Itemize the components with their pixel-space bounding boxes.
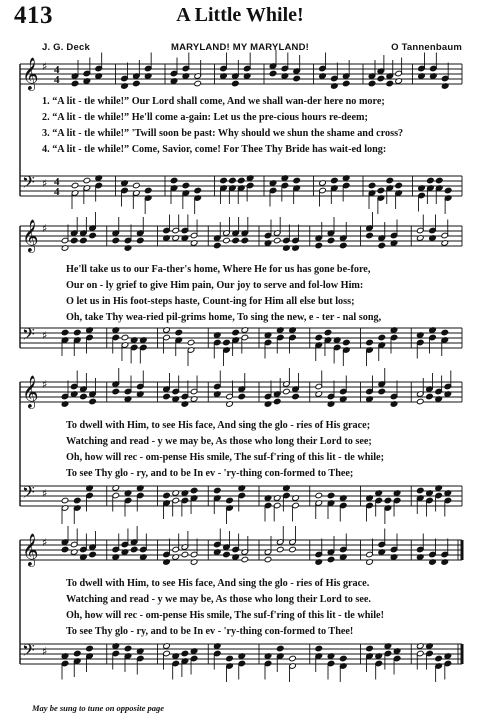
treble-staff — [20, 212, 462, 253]
hymn-number: 413 — [14, 2, 53, 29]
notehead — [175, 329, 183, 336]
notehead — [386, 80, 394, 87]
verse-line: To see Thy glo - ry, and to be In ev - 'ry-thing con-formed to Thee; — [66, 468, 354, 479]
notehead — [264, 556, 272, 563]
verse-line: Watching and read - y we may be, As those who long their Lord to see. — [66, 594, 371, 605]
notehead — [223, 237, 231, 244]
notehead — [121, 334, 129, 341]
notehead — [232, 80, 240, 87]
notehead — [73, 650, 81, 657]
verse-line: 4. “A lit - tle while!” Come, Savior, come! For Thee Thy Bride has wait-ed long: — [42, 144, 387, 155]
notehead — [80, 393, 88, 400]
time-signature-bottom: 4 — [54, 186, 60, 198]
notehead — [368, 80, 376, 87]
verse-line: Oh, how will rec - om-pense His smile, The suf-f'ring of this lit - tle while! — [66, 610, 384, 621]
time-signature-top: 4 — [54, 64, 60, 76]
notehead — [289, 655, 297, 662]
verse-line: Watching and read - y we may be, As those who long their Lord to see; — [66, 436, 372, 447]
notehead — [170, 177, 178, 184]
notehead — [226, 497, 234, 504]
hymn-title: A Little While! — [176, 4, 304, 26]
notehead — [427, 177, 435, 184]
notehead — [232, 237, 240, 244]
sharp-icon: ♯ — [42, 536, 48, 549]
notehead — [435, 177, 443, 184]
notehead — [289, 546, 297, 553]
notehead — [61, 497, 69, 504]
notehead — [269, 70, 277, 77]
bass-clef-icon: 𝄢 — [22, 172, 35, 196]
notehead — [366, 339, 374, 346]
notehead — [377, 75, 385, 82]
notehead — [61, 329, 69, 336]
notehead — [86, 645, 94, 652]
notehead — [130, 546, 138, 553]
notehead — [71, 182, 79, 189]
notehead — [343, 339, 351, 346]
notehead — [283, 388, 291, 395]
notehead — [273, 398, 281, 405]
notehead — [89, 398, 97, 405]
notehead — [292, 393, 300, 400]
treble-staff — [20, 526, 462, 567]
notehead — [276, 645, 284, 652]
notehead — [327, 492, 335, 499]
notehead — [315, 492, 323, 499]
notehead — [339, 655, 347, 662]
sharp-icon: ♯ — [42, 222, 48, 235]
notehead — [293, 177, 301, 184]
notehead — [416, 487, 424, 494]
notehead — [213, 242, 221, 249]
notehead — [444, 187, 452, 194]
notehead — [241, 237, 249, 244]
notehead — [220, 177, 228, 184]
verse-line: 2. “A lit - tle while!” He'll come a-gain: Let us the pre-cious hours re-deem; — [42, 112, 368, 123]
notehead — [237, 177, 245, 184]
notehead — [327, 237, 335, 244]
notehead — [435, 655, 443, 662]
treble-staff — [20, 368, 462, 409]
verse-line: Oh, take Thy wea-ried pil-grims home, To sing the new, e - ter - nal song, — [66, 312, 382, 323]
notehead — [124, 645, 132, 652]
notehead — [187, 339, 195, 346]
notehead — [378, 242, 386, 249]
bass-staff — [20, 324, 462, 366]
notehead — [378, 334, 386, 341]
verse-line: He'll take us to our Fa-ther's home, Where He for us has gone be-fore, — [66, 264, 371, 275]
notehead — [384, 497, 392, 504]
notehead — [112, 237, 120, 244]
notehead — [70, 237, 78, 244]
notehead — [194, 187, 202, 194]
notehead — [395, 182, 403, 189]
notehead — [315, 242, 323, 249]
notehead — [182, 182, 190, 189]
verse-line: To see Thy glo - ry, and to be In ev - 'ry-thing con-formed to Thee! — [66, 626, 354, 637]
footer-note: May be sung to tune on opposite page — [32, 703, 164, 713]
verse-line: Our on - ly grief to give Him pain, Our joy to serve and fol-low Him: — [66, 280, 364, 291]
notehead — [342, 80, 350, 87]
verse-line: To dwell with Him, to see His face, And sing the glo - ries of His grace; — [66, 420, 371, 431]
notehead — [223, 339, 231, 346]
treble-clef-icon: 𝄞 — [22, 533, 39, 566]
time-signature-top: 4 — [54, 176, 60, 188]
sharp-icon: ♯ — [42, 378, 48, 391]
treble-clef-icon: 𝄞 — [22, 57, 39, 90]
sharp-icon: ♯ — [42, 645, 48, 658]
notehead — [89, 551, 97, 558]
notehead — [223, 551, 231, 558]
notehead — [378, 388, 386, 395]
bass-clef-icon: 𝄢 — [22, 482, 35, 506]
notehead — [83, 177, 91, 184]
bass-clef-icon: 𝄢 — [22, 640, 35, 664]
notehead — [324, 329, 332, 336]
sharp-icon: ♯ — [42, 60, 48, 73]
notehead — [133, 182, 141, 189]
verse-line: Oh, how will rec - om-pense His smile, The suf-f'ring of this lit - tle while; — [66, 452, 384, 463]
notehead — [368, 182, 376, 189]
notehead — [73, 497, 81, 504]
notehead — [377, 187, 385, 194]
notehead — [181, 650, 189, 657]
notehead — [80, 237, 88, 244]
bass-staff — [20, 172, 462, 214]
notehead — [71, 80, 79, 87]
notehead — [293, 75, 301, 82]
time-signature-bottom: 4 — [54, 74, 60, 86]
treble-staff — [20, 50, 462, 91]
verse-line: 3. “A lit - tle while!” 'Twill soon be past: Why should we shun the shame and cross? — [42, 128, 404, 139]
notehead — [190, 487, 198, 494]
notehead — [226, 655, 234, 662]
sharp-icon: ♯ — [42, 487, 48, 500]
notehead — [386, 177, 394, 184]
author-credit: J. G. Deck — [42, 42, 90, 53]
notehead — [229, 177, 237, 184]
notehead — [73, 329, 81, 336]
notehead — [136, 237, 144, 244]
tune-source: O Tannenbaum — [391, 42, 462, 53]
notehead — [315, 645, 323, 652]
notehead — [238, 393, 246, 400]
notehead — [89, 232, 97, 239]
notehead — [61, 546, 69, 553]
verse-line: 1. “A lit - tle while!” Our Lord shall come, And we shall wan-der here no more; — [42, 96, 385, 107]
notehead — [181, 551, 189, 558]
verse-line: To dwell with Him, to see His face, And sing the glo - ries of His grace. — [66, 578, 370, 589]
bass-staff — [20, 640, 462, 682]
notehead — [416, 398, 424, 405]
tune-name: MARYLAND! MY MARYLAND! — [170, 42, 310, 53]
notehead — [366, 645, 374, 652]
sharp-icon: ♯ — [42, 177, 48, 190]
treble-clef-icon: 𝄞 — [22, 375, 39, 408]
notehead — [133, 80, 141, 87]
notehead — [213, 487, 221, 494]
sharp-icon: ♯ — [42, 329, 48, 342]
notehead — [112, 388, 120, 395]
bass-clef-icon: 𝄢 — [22, 324, 35, 348]
notehead — [339, 242, 347, 249]
notehead — [315, 334, 323, 341]
notehead — [232, 329, 240, 336]
notehead — [273, 237, 281, 244]
notehead — [441, 329, 449, 336]
verse-line: O let us in His foot-steps haste, Count-ing for Him all else but loss; — [66, 296, 355, 307]
notehead — [276, 546, 284, 553]
notehead — [144, 187, 152, 194]
bass-staff — [20, 482, 462, 524]
notehead — [331, 177, 339, 184]
treble-clef-icon: 𝄞 — [22, 219, 39, 252]
notehead — [163, 393, 171, 400]
notehead — [241, 556, 249, 563]
notehead — [163, 492, 171, 499]
notehead — [426, 393, 434, 400]
notehead — [194, 80, 202, 87]
notehead — [327, 556, 335, 563]
notehead — [366, 232, 374, 239]
